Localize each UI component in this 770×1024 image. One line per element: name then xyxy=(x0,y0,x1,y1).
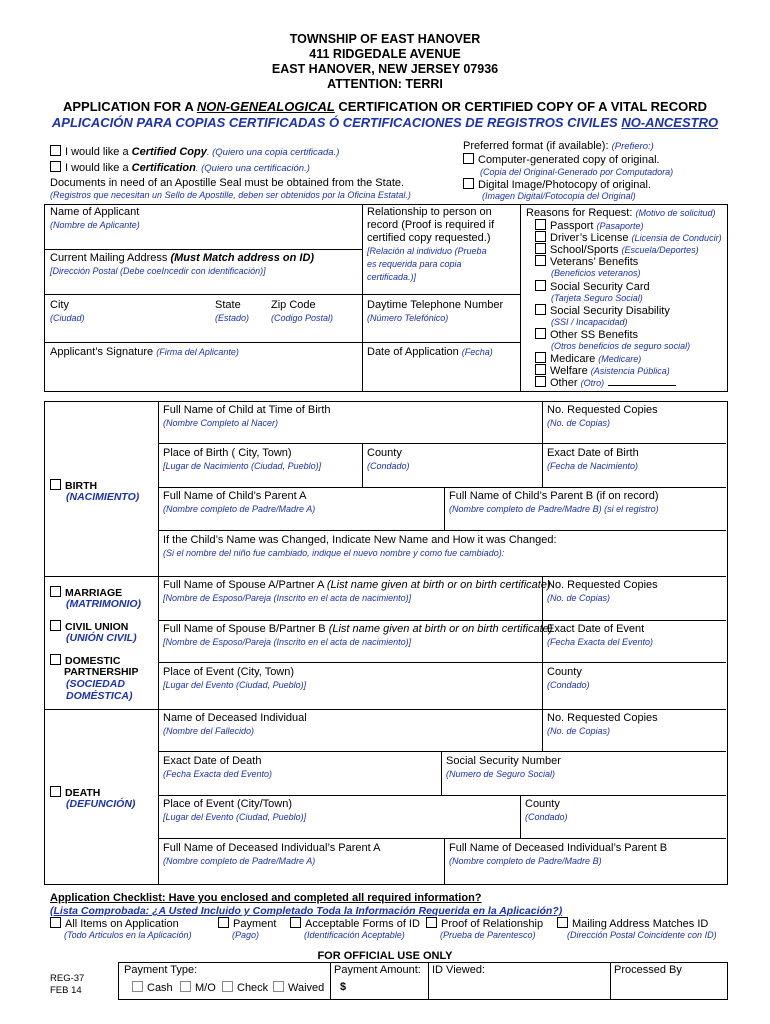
welfare-checkbox[interactable] xyxy=(535,364,546,375)
death-parent-a-label: Full Name of Deceased Individual’s Parent A xyxy=(163,842,381,854)
mailing-address-field[interactable] xyxy=(50,252,314,278)
applicant-name-label: Name of Applicant xyxy=(50,206,140,218)
school-label: School/Sports xyxy=(550,244,622,256)
phone-es: (Número Telefónico) xyxy=(367,313,449,323)
domestic-label-2: PARTNERSHIP xyxy=(64,666,139,678)
payment-check-option[interactable] xyxy=(222,981,268,995)
city-field[interactable] xyxy=(50,299,85,325)
death-copies-label: No. Requested Copies xyxy=(547,712,658,724)
checklist-payment-checkbox[interactable] xyxy=(218,917,229,928)
relationship-es-2: es requerida para copia xyxy=(367,259,462,269)
death-date-field[interactable] xyxy=(163,755,272,781)
certified-copy-option[interactable] xyxy=(50,145,339,159)
spouse-b-label: Full Name of Spouse B/Partner B xyxy=(163,623,329,635)
phone-field[interactable] xyxy=(367,299,503,325)
domestic-label-1: DOMESTIC xyxy=(65,655,121,667)
other-ss-checkbox[interactable] xyxy=(535,328,546,339)
welfare-es: (Asistencia Pública) xyxy=(590,366,670,376)
ssn-es: (Numero de Seguro Social) xyxy=(446,769,556,779)
address-es: [Dirección Postal (Debe coeIncedir con identificación)] xyxy=(50,266,266,276)
relationship-field[interactable] xyxy=(367,206,494,284)
address-em: (Must Match address on ID) xyxy=(170,252,315,264)
civil-union-label-es: (UNIÓN CIVIL) xyxy=(66,632,137,644)
marriage-copies-field[interactable] xyxy=(547,579,658,605)
other-checkbox[interactable] xyxy=(535,376,546,387)
license-es: (Licensia de Conducir) xyxy=(631,233,722,243)
child-name-es: (Nombre Completo al Nacer) xyxy=(163,418,279,428)
license-checkbox[interactable] xyxy=(535,231,546,242)
death-date-es: (Fecha Exacta ded Evento) xyxy=(163,769,273,779)
signature-es: (Firma del Aplicante) xyxy=(156,347,239,357)
death-label-es: (DEFUNCIÓN) xyxy=(66,798,136,810)
relationship-line-1: Relationship to person on xyxy=(367,206,492,218)
marriage-copies-label: No. Requested Copies xyxy=(547,579,658,591)
certification-option[interactable] xyxy=(50,161,310,175)
reasons-title-label: Reasons for Request: xyxy=(526,207,636,219)
marriage-copies-es: (No. de Copias) xyxy=(547,593,611,603)
apostille-note: Documents in need of an Apostille Seal must be obtained from the State. xyxy=(50,177,405,189)
ssn-label: Social Security Number xyxy=(446,755,561,767)
license-label: Driver’s License xyxy=(550,232,632,244)
passport-label: Passport xyxy=(550,220,597,232)
death-county-es: (Condado) xyxy=(525,812,568,822)
checklist-payment-es: (Pago) xyxy=(232,930,260,940)
city-label: City xyxy=(50,299,69,311)
marriage-label-es: (MATRIMONIO) xyxy=(66,598,142,610)
birth-copies-label: No. Requested Copies xyxy=(547,404,658,416)
header-line-3: EAST HANOVER, NEW JERSEY 07936 xyxy=(271,62,499,76)
checklist-all-checkbox[interactable] xyxy=(50,917,61,928)
id-viewed-label: ID Viewed: xyxy=(432,964,485,976)
marriage-checkbox[interactable] xyxy=(50,586,61,597)
medicare-label: Medicare xyxy=(550,353,599,365)
phone-label: Daytime Telephone Number xyxy=(367,299,504,311)
date-application-label: Date of Application xyxy=(367,346,462,358)
checklist-title: Application Checklist: Have you enclosed and completed all required information? xyxy=(50,892,482,904)
certified-copy-checkbox[interactable] xyxy=(50,145,61,156)
ss-disability-es: (SSI / Incapacidad) xyxy=(551,317,628,327)
payment-mo-option[interactable] xyxy=(180,981,216,995)
waived-checkbox[interactable] xyxy=(273,981,284,992)
birth-place-label: Place of Birth ( City, Town) xyxy=(163,447,292,459)
title-en-em: NON-GENEALOGICAL xyxy=(196,99,335,114)
checklist-id-checkbox[interactable] xyxy=(290,917,301,928)
birth-place-es: [Lugar de Nacimiento (Ciudad, Pueblo)] xyxy=(163,461,322,471)
digital-es: (Imagen Digital/Fotocopia del Original) xyxy=(482,191,636,201)
checklist-item-payment[interactable] xyxy=(218,917,276,931)
digital-label: Digital Image/Photocopy of original. xyxy=(478,179,652,191)
birth-date-es: (Fecha de Nacimiento) xyxy=(547,461,639,471)
birth-parent-b-field[interactable] xyxy=(449,490,659,516)
veterans-es: (Beneficios veteranos) xyxy=(551,268,641,278)
death-county-field[interactable] xyxy=(525,798,568,824)
birth-county-label: County xyxy=(367,447,402,459)
certified-copy-pre: I would like a xyxy=(65,146,132,158)
checklist-id-es: (Identificación Aceptable) xyxy=(304,930,405,940)
cash-checkbox[interactable] xyxy=(132,981,143,992)
title-es-em: NO-ANCESTRO xyxy=(621,115,719,130)
form-date: FEB 14 xyxy=(50,985,82,996)
form-title-es xyxy=(0,115,770,130)
marriage-county-label: County xyxy=(547,666,582,678)
birth-county-field[interactable] xyxy=(367,447,410,473)
event-date-field[interactable] xyxy=(547,623,653,649)
ssn-field[interactable] xyxy=(446,755,561,781)
ss-disability-checkbox[interactable] xyxy=(535,304,546,315)
reasons-title-es: (Motivo de solicitud) xyxy=(635,208,716,218)
deceased-name-label: Name of Deceased Individual xyxy=(163,712,307,724)
title-en-pre: APPLICATION FOR A xyxy=(62,99,197,114)
ss-disability-label: Social Security Disability xyxy=(550,305,670,317)
digital-option[interactable] xyxy=(463,178,651,192)
child-name-label: Full Name of Child at Time of Birth xyxy=(163,404,331,416)
medicare-es: (Medicare) xyxy=(598,354,642,364)
checklist-all-label: All Items on Application xyxy=(65,918,179,930)
school-checkbox[interactable] xyxy=(535,243,546,254)
medicare-checkbox[interactable] xyxy=(535,352,546,363)
death-date-label: Exact Date of Death xyxy=(163,755,262,767)
cash-label: Cash xyxy=(147,982,173,994)
payment-cash-option[interactable] xyxy=(132,981,173,995)
zip-field[interactable] xyxy=(271,299,333,325)
checklist-title-es: (Lista Comprobada: ¿A Usted Incluido y Completado Toda la Información Requerida en la Aplicación?) xyxy=(50,905,563,917)
signature-label: Applicant’s Signature xyxy=(50,346,157,358)
marriage-county-field[interactable] xyxy=(547,666,590,692)
birth-parent-a-field[interactable] xyxy=(163,490,315,516)
passport-es: (Pasaporte) xyxy=(596,221,644,231)
death-parent-b-es: (Nombre completo de Padre/Madre B) xyxy=(449,856,602,866)
marriage-place-field[interactable] xyxy=(163,666,306,692)
form-id: REG-37 xyxy=(50,973,85,984)
marriage-place-label: Place of Event (City, Town) xyxy=(163,666,295,678)
signature-field[interactable] xyxy=(50,346,239,359)
digital-checkbox[interactable] xyxy=(463,178,474,189)
processed-by-label: Processed By xyxy=(614,964,682,976)
birth-place-field[interactable] xyxy=(163,447,321,473)
birth-date-field[interactable] xyxy=(547,447,639,473)
death-place-es: [Lugar del Evento (Ciudad, Pueblo)] xyxy=(163,812,307,822)
relationship-es-1: [Relación al individuo (Prueba xyxy=(367,246,487,256)
certification-em: Certification xyxy=(131,162,196,174)
header-line-2: 411 RIDGEDALE AVENUE xyxy=(309,47,461,61)
zip-label: Zip Code xyxy=(271,299,316,311)
other-blank-line[interactable] xyxy=(608,385,676,386)
birth-checkbox[interactable] xyxy=(50,479,61,490)
school-es: (Escuela/Deportes) xyxy=(621,245,699,255)
marriage-label: MARRIAGE xyxy=(65,587,123,599)
event-date-label: Exact Date of Event xyxy=(547,623,645,635)
checklist-address-checkbox[interactable] xyxy=(557,917,568,928)
computer-copy-es: (Copia del Original-Generado por Computadora) xyxy=(480,167,674,177)
spouse-a-field[interactable] xyxy=(163,579,551,605)
certified-copy-em: Certified Copy xyxy=(131,146,207,158)
city-es: (Ciudad) xyxy=(50,313,85,323)
preferred-format xyxy=(463,140,654,153)
death-place-label: Place of Event (City/Town) xyxy=(163,798,292,810)
payment-amount-label: Payment Amount: xyxy=(334,964,421,976)
state-field[interactable] xyxy=(215,299,249,325)
domestic-checkbox[interactable] xyxy=(50,654,61,665)
check-label: Check xyxy=(237,982,269,994)
other-es: (Otro) xyxy=(580,378,605,388)
checklist-relationship-es: (Prueba de Parentesco) xyxy=(440,930,536,940)
checklist-address-es: (Dirección Postal Coincidente con ID) xyxy=(567,930,717,940)
computer-copy-label: Computer-generated copy of original. xyxy=(478,154,660,166)
birth-county-es: (Condado) xyxy=(367,461,410,471)
ss-card-es: (Tarjeta Seguro Social) xyxy=(551,293,643,303)
domestic-label-es-1: (SOCIEDAD xyxy=(66,678,125,690)
spouse-b-em: (List name given at birth or on birth certificate) xyxy=(328,623,553,635)
check-checkbox[interactable] xyxy=(222,981,233,992)
death-checkbox[interactable] xyxy=(50,786,61,797)
death-copies-es: (No. de Copias) xyxy=(547,726,611,736)
payment-waived-option[interactable] xyxy=(273,981,324,995)
name-changed-es: (Si el nombre del niño fue cambiado, indique el nuevo nombre y como fue cambiado): xyxy=(163,548,505,558)
checklist-item-id[interactable] xyxy=(290,917,420,931)
date-application-es: (Fecha) xyxy=(461,347,493,357)
reason-ss-disability[interactable] xyxy=(535,304,670,318)
certification-pre: I would like a xyxy=(65,162,132,174)
event-date-es: (Fecha Exacta del Evento) xyxy=(547,637,654,647)
other-ss-es: (Otros beneficios de seguro social) xyxy=(551,341,691,351)
address-label: Current Mailing Address xyxy=(50,252,171,264)
form-title xyxy=(0,99,770,114)
birth-date-label: Exact Date of Birth xyxy=(547,447,639,459)
death-county-label: County xyxy=(525,798,560,810)
death-label: DEATH xyxy=(65,787,101,799)
title-es-pre: APLICACIÓN PARA COPIAS CERTIFICADAS Ó CERTIFICACIONES DE REGISTROS CIVILES xyxy=(51,115,622,130)
death-parent-a-field[interactable] xyxy=(163,842,380,868)
zip-es: (Codigo Postal) xyxy=(271,313,334,323)
veterans-checkbox[interactable] xyxy=(535,255,546,266)
birth-parent-a-label: Full Name of Child’s Parent A xyxy=(163,490,307,502)
certification-es: . (Quiero una certificación.) xyxy=(195,163,310,174)
spouse-b-field[interactable] xyxy=(163,623,552,649)
checklist-payment-label: Payment xyxy=(233,918,277,930)
birth-copies-field[interactable] xyxy=(547,404,658,430)
checklist-id-label: Acceptable Forms of ID xyxy=(305,918,420,930)
computer-copy-checkbox[interactable] xyxy=(463,153,474,164)
passport-checkbox[interactable] xyxy=(535,219,546,230)
checklist-item-relationship[interactable] xyxy=(426,917,543,931)
payment-type-label: Payment Type: xyxy=(124,964,198,976)
death-parent-a-es: (Nombre completo de Padre/Madre A) xyxy=(163,856,316,866)
child-name-field[interactable] xyxy=(163,404,331,430)
marriage-county-es: (Condado) xyxy=(547,680,590,690)
checklist-relationship-label: Proof of Relationship xyxy=(441,918,544,930)
checklist-item-all[interactable] xyxy=(50,917,179,931)
applicant-name-field[interactable] xyxy=(50,206,140,232)
name-changed-field[interactable] xyxy=(163,534,557,560)
checklist-all-es: (Todo Articulos en la Aplicación) xyxy=(64,930,192,940)
reason-other[interactable] xyxy=(535,376,676,390)
relationship-line-3: certified copy requested.) xyxy=(367,232,491,244)
birth-label-es: (NACIMIENTO) xyxy=(66,491,140,503)
spouse-a-es: [Nombre de Esposo/Pareja (Inscrito en el acta de nacimiento)] xyxy=(163,593,412,603)
reason-veterans[interactable] xyxy=(535,255,638,269)
deceased-name-field[interactable] xyxy=(163,712,307,738)
birth-parent-b-label: Full Name of Child’s Parent B (if on record) xyxy=(449,490,659,502)
spouse-b-es: [Nombre de Esposo/Pareja (Inscrito en el acta de nacimiento)] xyxy=(163,637,412,647)
civil-union-label: CIVIL UNION xyxy=(65,621,129,633)
certification-checkbox[interactable] xyxy=(50,161,61,172)
checklist-relationship-checkbox[interactable] xyxy=(426,917,437,928)
death-parent-b-label: Full Name of Deceased Individual’s Parent B xyxy=(449,842,668,854)
waived-label: Waived xyxy=(288,982,325,994)
birth-parent-b-es: (Nombre completo de Padre/Madre B) (si el registro) xyxy=(449,504,659,514)
state-label: State xyxy=(215,299,241,311)
pref-format-es: (Prefiero:) xyxy=(611,141,654,152)
pref-format-label: Preferred format (if available): xyxy=(463,140,612,152)
relationship-es-3: certificada.)] xyxy=(367,272,417,282)
header-line-4: ATTENTION: TERRI xyxy=(327,77,443,91)
deceased-name-es: (Nombre del Fallecido) xyxy=(163,726,255,736)
certified-copy-es: . (Quiero una copia certificada.) xyxy=(206,147,340,158)
civil-union-checkbox[interactable] xyxy=(50,620,61,631)
payment-amount-dollar: $ xyxy=(340,981,347,993)
ss-card-label: Social Security Card xyxy=(550,281,650,293)
applicant-name-es: (Nombre de Aplicante) xyxy=(50,220,140,230)
marriage-place-es: [Lugar del Evento (Ciudad, Pueblo)] xyxy=(163,680,307,690)
title-en-post: CERTIFICATION OR CERTIFIED COPY OF A VITAL RECORD xyxy=(334,99,707,114)
reason-ss-card[interactable] xyxy=(535,280,650,294)
death-copies-field[interactable] xyxy=(547,712,658,738)
mo-label: M/O xyxy=(195,982,216,994)
header-line-1: TOWNSHIP OF EAST HANOVER xyxy=(289,32,481,46)
township-header xyxy=(0,32,770,92)
birth-parent-a-es: (Nombre completo de Padre/Madre A) xyxy=(163,504,316,514)
domestic-label-es-2: DOMÉSTICA) xyxy=(66,690,133,702)
other-label: Other xyxy=(550,377,581,389)
date-application-field[interactable] xyxy=(367,346,493,359)
checklist-address-label: Mailing Address Matches ID xyxy=(572,918,709,930)
welfare-label: Welfare xyxy=(550,365,591,377)
apostille-note-es: (Registros que necesitan un Sello de Apostille, deben ser obtenidos por la Oficina Estatal.) xyxy=(50,190,411,200)
reason-other-ss[interactable] xyxy=(535,328,638,342)
relationship-line-2: record (Proof is required if xyxy=(367,219,495,231)
computer-copy-option[interactable] xyxy=(463,153,660,167)
state-es: (Estado) xyxy=(215,313,250,323)
birth-label: BIRTH xyxy=(65,480,98,492)
spouse-a-em: (List name given at birth or on birth certificate) xyxy=(326,579,551,591)
veterans-label: Veterans’ Benefits xyxy=(550,256,639,268)
ss-card-checkbox[interactable] xyxy=(535,280,546,291)
name-changed-label: If the Child’s Name was Changed, Indicate New Name and How it was Changed: xyxy=(163,534,557,546)
checklist-item-address[interactable] xyxy=(557,917,708,931)
birth-copies-es: (No. de Copias) xyxy=(547,418,611,428)
spouse-a-label: Full Name of Spouse A/Partner A xyxy=(163,579,327,591)
mo-checkbox[interactable] xyxy=(180,981,191,992)
official-title: FOR OFFICIAL USE ONLY xyxy=(317,950,453,962)
death-place-field[interactable] xyxy=(163,798,306,824)
other-ss-label: Other SS Benefits xyxy=(550,329,639,341)
death-parent-b-field[interactable] xyxy=(449,842,667,868)
